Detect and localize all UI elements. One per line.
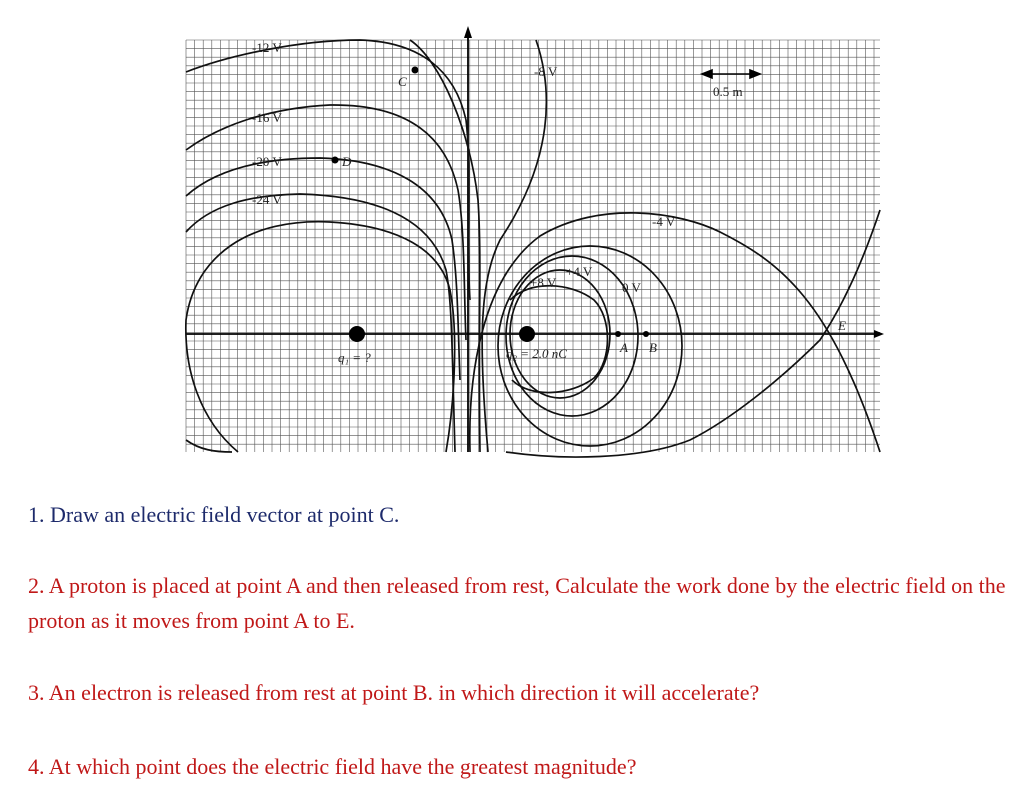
label-m8: -8 V	[534, 64, 558, 79]
charge-q1-label: q₁ = ?	[338, 350, 371, 365]
question-1: 1. Draw an electric field vector at point C.	[28, 502, 400, 527]
label-m16: -16 V	[252, 110, 282, 125]
scale-bar	[702, 70, 760, 78]
label-m24: -24 V	[252, 192, 282, 207]
label-p4: +4 V	[566, 264, 593, 279]
label-m20: -20 V	[252, 154, 282, 169]
point-a-marker	[615, 331, 621, 337]
label-m12: -12 V	[252, 40, 282, 55]
equipotential-m24	[186, 194, 455, 452]
point-c-label: C	[398, 74, 407, 89]
point-d-marker	[332, 157, 339, 164]
point-e-label: E	[838, 318, 846, 333]
label-p8: +8 V	[530, 275, 557, 290]
point-d-label: D	[342, 154, 352, 169]
label-zero: 0 V	[622, 280, 641, 295]
point-c-marker	[412, 67, 419, 74]
point-a-label: A	[620, 340, 628, 355]
equipotential-m12	[186, 40, 470, 300]
equipotential-lines	[186, 40, 880, 457]
equipotential-big-left	[186, 222, 455, 452]
charge-q1	[349, 326, 365, 342]
charge-q2	[519, 326, 535, 342]
point-b-marker	[643, 331, 649, 337]
equipotential-bottom-left	[186, 440, 232, 452]
point-b-label: B	[649, 340, 657, 355]
scale-label: 0.5 m	[713, 84, 743, 99]
charge-q2-label: q₂ = 2.0 nC	[506, 346, 567, 361]
equipotential-m20	[186, 158, 460, 380]
question-3: 3. An electron is released from rest at point B. in which direction it will accelerate?	[28, 680, 760, 705]
question-2: 2. A proton is placed at point A and then released from rest, Calculate the work done by the electric field on the proton as it moves from point A to E.	[28, 573, 1006, 633]
question-4: 4. At which point does the electric field have the greatest magnitude?	[28, 754, 637, 779]
label-m4: -4 V	[652, 214, 676, 229]
